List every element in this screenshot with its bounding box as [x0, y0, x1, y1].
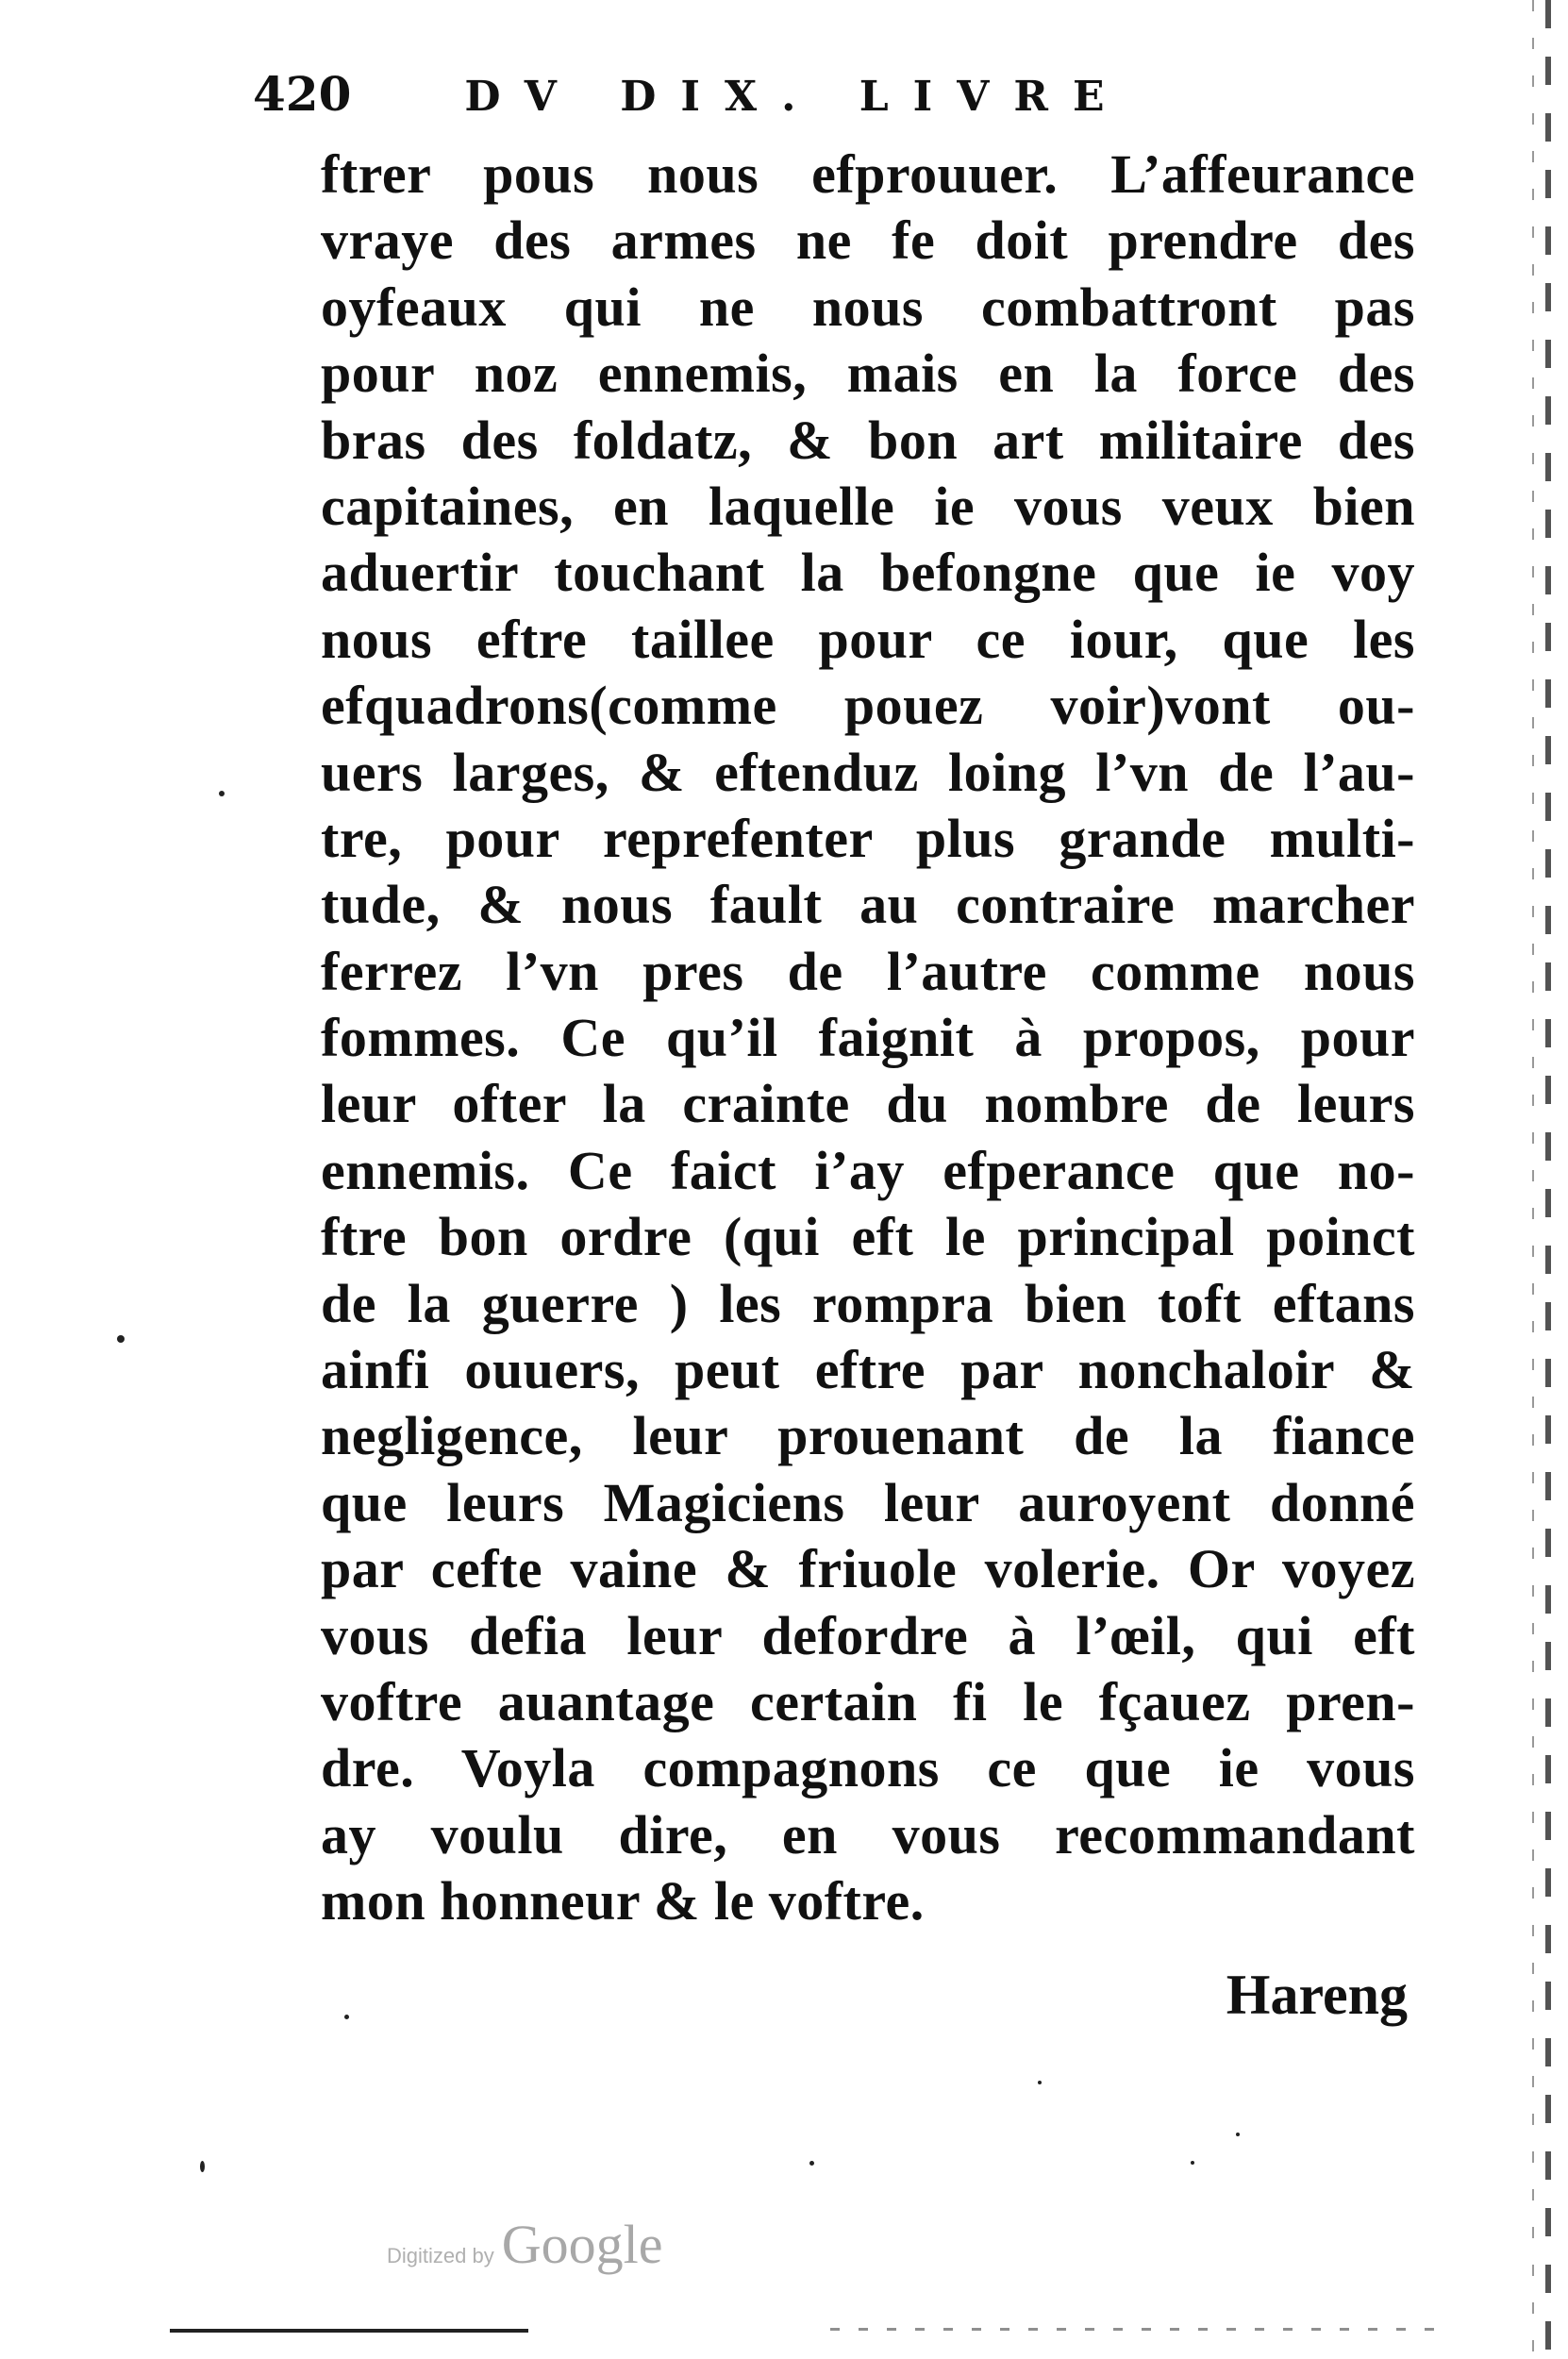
print-speck — [809, 2161, 814, 2166]
text-line: dre. Voyla compagnons ce que ie vous — [321, 1737, 1415, 1799]
print-speck — [1191, 2161, 1194, 2165]
text-line: uers larges, & eftenduz loing l’vn de l’au- — [321, 741, 1415, 803]
text-line: nous eftre taillee pour ce iour, que les — [321, 608, 1415, 670]
text-line: ftre bon ordre (qui eft le principal poinct — [321, 1206, 1415, 1268]
text-line: ferrez l’vn pres de l’autre comme nous — [321, 940, 1415, 1002]
body-text — [321, 142, 1415, 1935]
running-title: DV DIX. LIVRE — [464, 73, 1129, 121]
text-line: oyfeaux qui ne nous combattront pas — [321, 276, 1415, 338]
watermark-prefix: Digitized by — [387, 2244, 494, 2267]
text-line: capitaines, en laquelle ie vous veux bien — [321, 475, 1415, 537]
text-line: ftrer pous nous efprouuer. L’affeurance — [321, 143, 1415, 205]
page-edge-bottom-right — [830, 2328, 1434, 2331]
text-line: ainfi ouuers, peut eftre par nonchaloir & — [321, 1339, 1415, 1401]
text-line: pour noz ennemis, mais en la force des — [321, 343, 1415, 405]
print-speck — [344, 2015, 349, 2019]
text-line: mon honneur & le voftre. — [321, 1870, 925, 1932]
print-speck — [1038, 2081, 1042, 2084]
catchword: Hareng — [1226, 1964, 1408, 2026]
text-line: vraye des armes ne fe doit prendre des — [321, 209, 1415, 272]
text-line: ennemis. Ce faict i’ay efperance que no- — [321, 1139, 1415, 1201]
text-line: ay voulu dire, en vous recommandant — [321, 1803, 1415, 1865]
text-line: tude, & nous fault au contraire marcher — [321, 874, 1415, 936]
text-line: par cefte vaine & friuole volerie. Or voyez — [321, 1538, 1415, 1600]
text-line: fommes. Ce qu’il faignit à propos, pour — [321, 1007, 1415, 1069]
page-edge-right-fine — [1532, 0, 1534, 2359]
page-edge-bottom-left — [170, 2329, 528, 2333]
page-number: 420 — [253, 66, 352, 122]
text-line: vous defia leur defordre à l’œil, qui eft — [321, 1604, 1415, 1666]
text-line: aduertir touchant la befongne que ie voy — [321, 542, 1415, 604]
running-head — [253, 66, 1187, 132]
digitized-watermark — [387, 2213, 662, 2276]
google-logo: Google — [501, 2214, 663, 2275]
page-edge-right — [1545, 0, 1551, 2359]
text-line: negligence, leur prouenant de la fiance — [321, 1405, 1415, 1467]
text-line: de la guerre ) les rompra bien toft eftans — [321, 1272, 1415, 1334]
print-speck — [117, 1335, 125, 1343]
text-line: bras des foldatz, & bon art militaire des — [321, 409, 1415, 471]
print-speck — [219, 791, 225, 796]
text-line: leur ofter la crainte du nombre de leurs — [321, 1073, 1415, 1135]
text-line: voftre auantage certain fi le fçauez pren- — [321, 1670, 1415, 1732]
print-speck — [200, 2161, 205, 2172]
text-line: tre, pour reprefenter plus grande multi- — [321, 807, 1415, 869]
text-line: efquadrons(comme pouez voir)vont ou- — [321, 675, 1415, 737]
print-speck — [1236, 2133, 1240, 2136]
text-line: que leurs Magiciens leur auroyent donné — [321, 1471, 1415, 1533]
